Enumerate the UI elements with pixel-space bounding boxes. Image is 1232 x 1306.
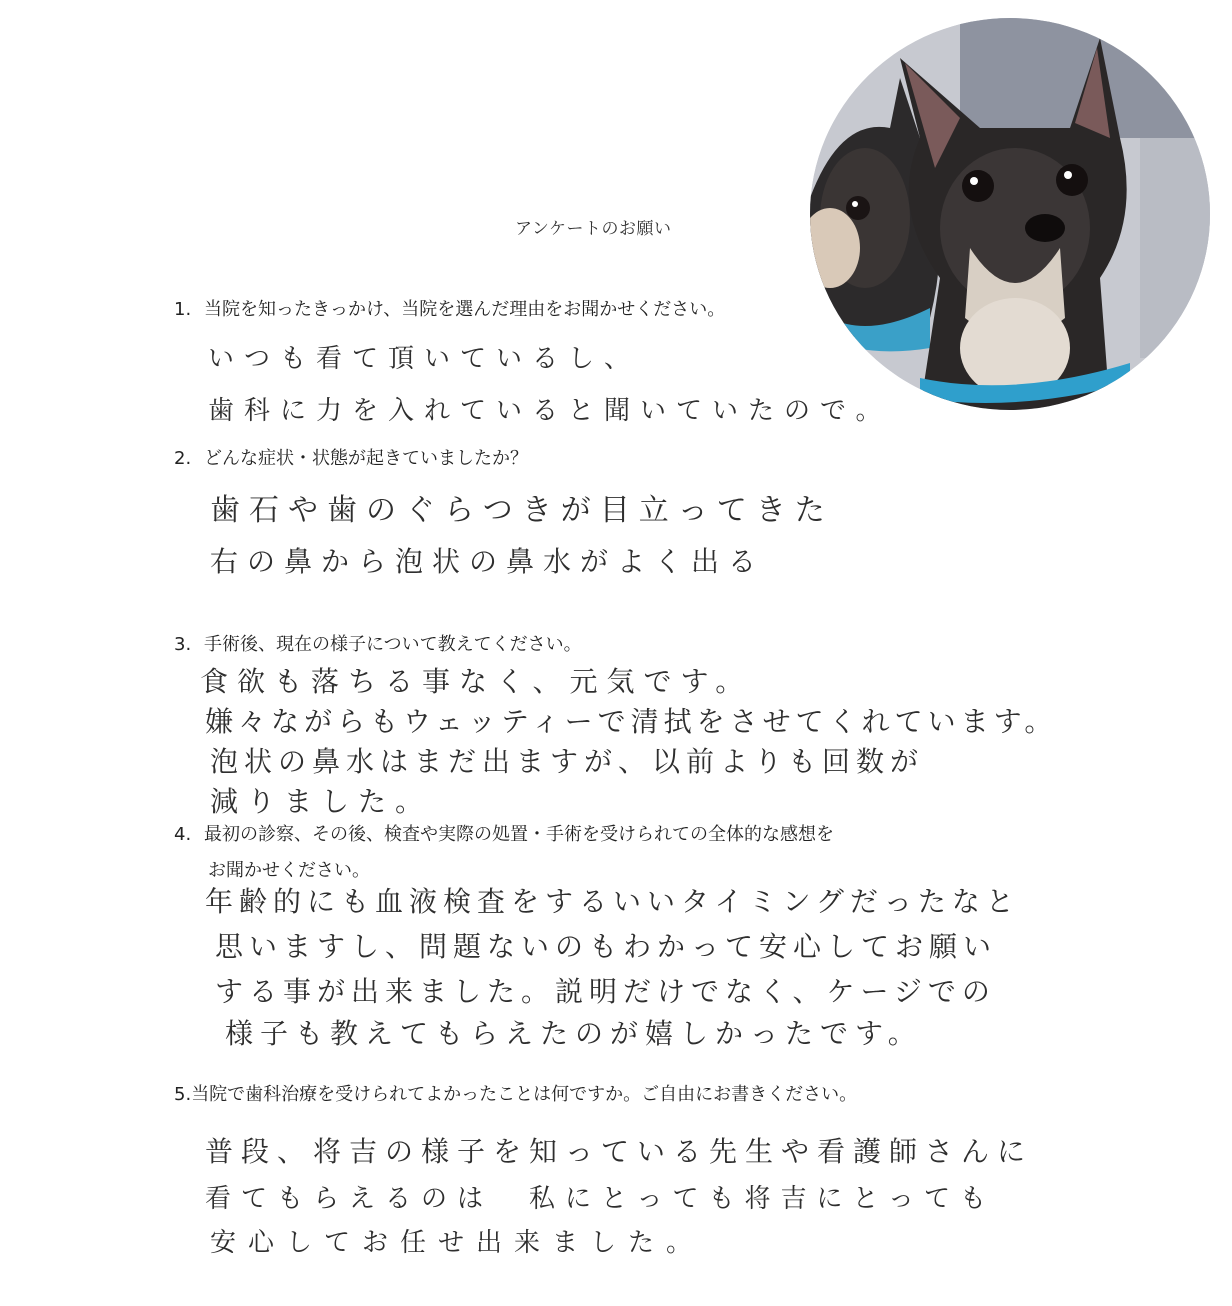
survey-title: アンケートのお願い bbox=[515, 219, 672, 239]
answer-3-line-2: 嫌々ながらもウェッティーで清拭をさせてくれています。 bbox=[205, 705, 1058, 738]
question-5-number: 5. bbox=[174, 1084, 192, 1105]
question-1-number: 1. bbox=[174, 299, 192, 320]
answer-3-line-3: 泡状の鼻水はまだ出ますが、以前よりも回数が bbox=[210, 745, 925, 778]
question-2 bbox=[174, 444, 528, 470]
question-3-number: 3. bbox=[174, 634, 192, 655]
answer-5-line-1: 普段、将吉の様子を知っている先生や看護師さんに bbox=[205, 1135, 1034, 1168]
question-1-text: 当院を知ったきっかけ、当院を選んだ理由をお聞かせください。 bbox=[204, 299, 726, 320]
question-1 bbox=[174, 295, 725, 321]
question-4-number: 4. bbox=[174, 824, 192, 845]
answer-4-line-4: 様子も教えてもらえたのが嬉しかったです。 bbox=[225, 1017, 923, 1050]
question-3-text: 手術後、現在の様子について教えてください。 bbox=[204, 634, 582, 655]
answer-1-line-1: いつも看て頂いているし、 bbox=[208, 344, 641, 374]
question-4 bbox=[174, 820, 834, 846]
question-2-text: どんな症状・状態が起きていましたか？ bbox=[204, 448, 528, 469]
answer-1-line-2: 歯科に力を入れていると聞いていたので。 bbox=[208, 396, 892, 426]
answer-2-line-2: 右の鼻から泡状の鼻水がよく出る bbox=[210, 545, 766, 578]
answer-4-line-3: する事が出来ました。説明だけでなく、ケージでの bbox=[215, 975, 996, 1008]
dog-photo bbox=[810, 18, 1210, 410]
answer-2-line-1: 歯石や歯のぐらつきが目立ってきた bbox=[210, 493, 834, 528]
answer-5-line-3: 安心してお任せ出来ました。 bbox=[210, 1228, 705, 1258]
answer-4-line-1: 年齢的にも血液検査をするいいタイミングだったなと bbox=[205, 885, 1020, 918]
answer-3-line-4: 減りました。 bbox=[210, 785, 433, 818]
question-4-text-2: お聞かせください。 bbox=[208, 860, 370, 881]
answer-4-line-2: 思いますし、問題ないのもわかって安心してお願い bbox=[215, 930, 998, 963]
question-4-text-1: 最初の診察、その後、検査や実際の処置・手術を受けられての全体的な感想を bbox=[204, 824, 834, 845]
answer-3-line-1: 食欲も落ちる事なく、元気です。 bbox=[200, 665, 753, 698]
question-5-text: 当院で歯科治療を受けられてよかったことは何ですか。ご自由にお書きください。 bbox=[191, 1084, 858, 1105]
question-3 bbox=[174, 630, 582, 656]
question-5 bbox=[174, 1080, 857, 1106]
answer-5-line-2: 看てもらえるのは 私にとっても将吉にとっても bbox=[205, 1184, 996, 1214]
question-2-number: 2. bbox=[174, 448, 192, 469]
